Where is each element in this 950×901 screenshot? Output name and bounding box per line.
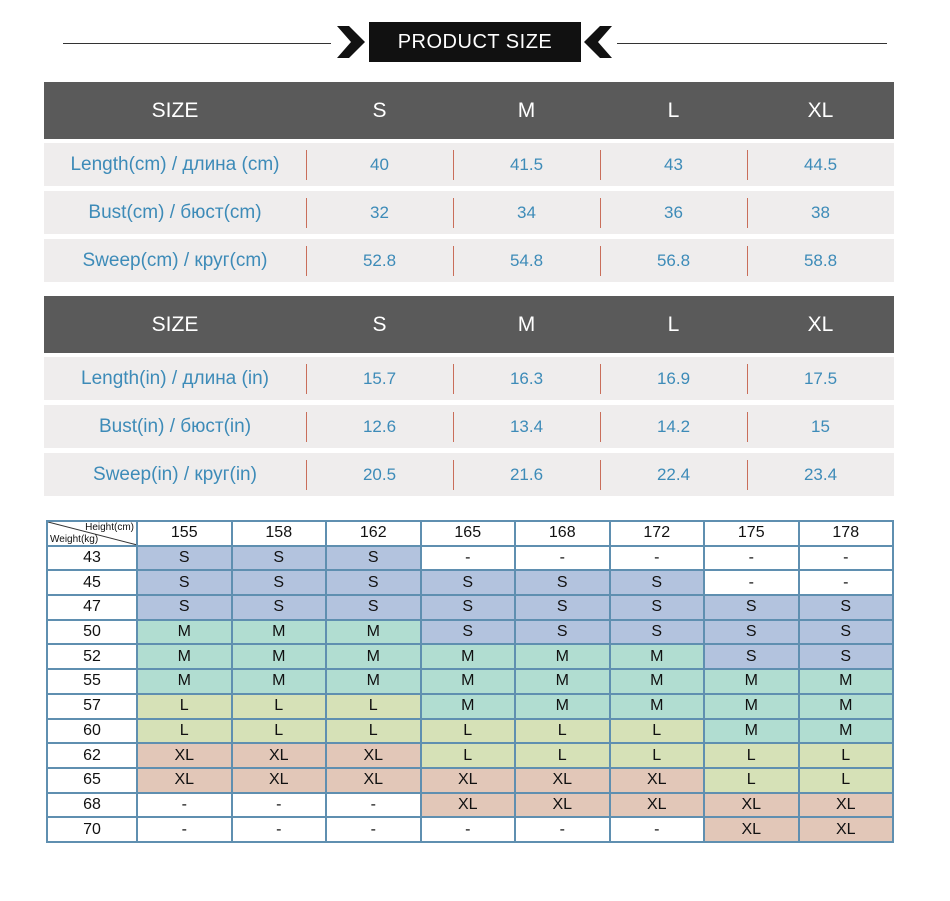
grid-size-cell: M bbox=[137, 669, 232, 694]
row-value: 32 bbox=[306, 191, 453, 234]
grid-size-cell: - bbox=[610, 546, 705, 571]
grid-size-cell: XL bbox=[704, 817, 799, 842]
row-value: 34 bbox=[453, 191, 600, 234]
grid-size-cell: XL bbox=[232, 768, 327, 793]
grid-height-header: 168 bbox=[515, 521, 610, 546]
grid-size-cell: M bbox=[326, 669, 421, 694]
grid-weight-header: 68 bbox=[47, 793, 137, 818]
grid-size-cell: XL bbox=[704, 793, 799, 818]
grid-size-cell: XL bbox=[326, 768, 421, 793]
grid-size-cell: S bbox=[137, 546, 232, 571]
grid-height-header: 155 bbox=[137, 521, 232, 546]
grid-size-cell: XL bbox=[421, 768, 516, 793]
grid-header-row bbox=[47, 521, 893, 546]
grid-size-cell: S bbox=[704, 620, 799, 645]
header-cell: XL bbox=[807, 312, 834, 336]
grid-size-cell: M bbox=[610, 694, 705, 719]
grid-size-cell: - bbox=[704, 570, 799, 595]
grid-size-cell: XL bbox=[515, 793, 610, 818]
grid-size-cell: M bbox=[704, 669, 799, 694]
row-value: 14.2 bbox=[600, 405, 747, 448]
row-value: 41.5 bbox=[453, 143, 600, 186]
page-title: PRODUCT SIZE bbox=[369, 22, 581, 62]
grid-size-cell: XL bbox=[137, 768, 232, 793]
grid-size-cell: L bbox=[137, 719, 232, 744]
grid-size-cell: S bbox=[232, 595, 327, 620]
grid-size-cell: S bbox=[515, 620, 610, 645]
grid-size-cell: M bbox=[799, 669, 894, 694]
grid-height-header: 158 bbox=[232, 521, 327, 546]
row-value: 16.9 bbox=[600, 357, 747, 400]
grid-size-cell: S bbox=[326, 595, 421, 620]
row-label: Length(in) / длина (in) bbox=[81, 367, 269, 389]
row-value: 23.4 bbox=[747, 453, 894, 496]
grid-size-cell: - bbox=[137, 793, 232, 818]
grid-size-cell: M bbox=[704, 694, 799, 719]
grid-size-cell: - bbox=[515, 546, 610, 571]
row-value: 56.8 bbox=[600, 239, 747, 282]
grid-size-cell: XL bbox=[610, 793, 705, 818]
grid-size-cell: L bbox=[610, 719, 705, 744]
grid-size-cell: S bbox=[515, 570, 610, 595]
row-label: Bust(cm) / бюст(cm) bbox=[88, 201, 262, 223]
grid-weight-header: 47 bbox=[47, 595, 137, 620]
grid-size-cell: L bbox=[799, 768, 894, 793]
row-label: Sweep(cm) / круг(cm) bbox=[82, 249, 268, 271]
grid-size-cell: S bbox=[232, 546, 327, 571]
row-value: 40 bbox=[306, 143, 453, 186]
grid-size-cell: M bbox=[232, 644, 327, 669]
table-row bbox=[44, 143, 894, 186]
grid-size-cell: XL bbox=[610, 768, 705, 793]
row-value: 22.4 bbox=[600, 453, 747, 496]
grid-size-cell: - bbox=[137, 817, 232, 842]
table-row bbox=[47, 694, 893, 719]
header-cell: S bbox=[372, 98, 387, 122]
grid-size-cell: XL bbox=[515, 768, 610, 793]
grid-height-header: 178 bbox=[799, 521, 894, 546]
grid-size-cell: L bbox=[232, 719, 327, 744]
grid-size-cell: M bbox=[610, 669, 705, 694]
grid-height-header: 165 bbox=[421, 521, 516, 546]
grid-size-cell: XL bbox=[326, 743, 421, 768]
grid-size-cell: - bbox=[232, 817, 327, 842]
grid-size-cell: S bbox=[799, 644, 894, 669]
grid-size-cell: XL bbox=[799, 793, 894, 818]
grid-size-cell: M bbox=[515, 669, 610, 694]
row-value: 54.8 bbox=[453, 239, 600, 282]
grid-size-cell: L bbox=[515, 743, 610, 768]
grid-weight-header: 70 bbox=[47, 817, 137, 842]
row-value: 36 bbox=[600, 191, 747, 234]
grid-size-cell: M bbox=[799, 719, 894, 744]
table-row bbox=[47, 768, 893, 793]
grid-size-cell: S bbox=[610, 570, 705, 595]
grid-size-cell: S bbox=[232, 570, 327, 595]
header-cell: L bbox=[667, 312, 680, 336]
row-value: 38 bbox=[747, 191, 894, 234]
grid-size-cell: - bbox=[232, 793, 327, 818]
table-row bbox=[44, 453, 894, 496]
row-label: Sweep(in) / круг(in) bbox=[93, 463, 257, 485]
row-label: Bust(in) / бюст(in) bbox=[98, 415, 252, 437]
grid-size-cell: - bbox=[799, 570, 894, 595]
table-row bbox=[47, 793, 893, 818]
header-cell: M bbox=[517, 312, 536, 336]
grid-size-cell: XL bbox=[137, 743, 232, 768]
table-row bbox=[47, 620, 893, 645]
grid-size-cell: M bbox=[326, 644, 421, 669]
header-cell: SIZE bbox=[151, 98, 199, 122]
grid-size-cell: M bbox=[137, 620, 232, 645]
table-row bbox=[47, 669, 893, 694]
size-table-cm bbox=[44, 82, 894, 282]
grid-size-cell: XL bbox=[232, 743, 327, 768]
grid-size-cell: M bbox=[799, 694, 894, 719]
banner-chevron-right-icon bbox=[584, 26, 612, 58]
header-cell: XL bbox=[807, 98, 834, 122]
grid-size-cell: M bbox=[326, 620, 421, 645]
grid-size-cell: - bbox=[799, 546, 894, 571]
grid-size-cell: M bbox=[515, 694, 610, 719]
row-label: Length(cm) / длина (cm) bbox=[70, 153, 280, 175]
grid-size-cell: S bbox=[799, 595, 894, 620]
grid-size-cell: - bbox=[704, 546, 799, 571]
grid-size-cell: - bbox=[326, 817, 421, 842]
row-value: 13.4 bbox=[453, 405, 600, 448]
size-table-in bbox=[44, 296, 894, 496]
row-value: 21.6 bbox=[453, 453, 600, 496]
grid-size-cell: L bbox=[326, 719, 421, 744]
grid-size-cell: M bbox=[232, 620, 327, 645]
header-cell: S bbox=[372, 312, 387, 336]
grid-weight-header: 55 bbox=[47, 669, 137, 694]
grid-corner-cell bbox=[47, 521, 137, 546]
row-value: 43 bbox=[600, 143, 747, 186]
table-row bbox=[47, 546, 893, 571]
grid-weight-header: 52 bbox=[47, 644, 137, 669]
row-value: 15 bbox=[747, 405, 894, 448]
grid-size-cell: S bbox=[799, 620, 894, 645]
size-table-header bbox=[44, 82, 894, 139]
grid-size-cell: S bbox=[704, 595, 799, 620]
height-weight-size-grid bbox=[46, 520, 894, 843]
row-value: 12.6 bbox=[306, 405, 453, 448]
grid-size-cell: - bbox=[421, 817, 516, 842]
corner-weight-label: Weight(kg) bbox=[50, 533, 99, 545]
grid-size-cell: XL bbox=[799, 817, 894, 842]
grid-size-cell: S bbox=[326, 546, 421, 571]
grid-size-cell: S bbox=[421, 595, 516, 620]
grid-size-cell: M bbox=[421, 694, 516, 719]
grid-size-cell: L bbox=[799, 743, 894, 768]
table-row bbox=[47, 719, 893, 744]
grid-weight-header: 65 bbox=[47, 768, 137, 793]
row-value: 15.7 bbox=[306, 357, 453, 400]
header-cell: M bbox=[517, 98, 536, 122]
grid-size-cell: L bbox=[326, 694, 421, 719]
grid-size-cell: L bbox=[232, 694, 327, 719]
grid-weight-header: 60 bbox=[47, 719, 137, 744]
grid-size-cell: S bbox=[610, 595, 705, 620]
table-row bbox=[47, 595, 893, 620]
grid-height-header: 175 bbox=[704, 521, 799, 546]
grid-size-cell: S bbox=[610, 620, 705, 645]
grid-weight-header: 50 bbox=[47, 620, 137, 645]
table-row bbox=[44, 191, 894, 234]
grid-size-cell: S bbox=[704, 644, 799, 669]
grid-size-cell: M bbox=[421, 669, 516, 694]
banner-divider-left bbox=[63, 43, 331, 44]
grid-size-cell: L bbox=[704, 768, 799, 793]
table-row bbox=[44, 405, 894, 448]
grid-weight-header: 43 bbox=[47, 546, 137, 571]
table-row bbox=[47, 644, 893, 669]
size-table-header bbox=[44, 296, 894, 353]
grid-weight-header: 45 bbox=[47, 570, 137, 595]
grid-size-cell: L bbox=[610, 743, 705, 768]
grid-size-cell: S bbox=[326, 570, 421, 595]
grid-size-cell: XL bbox=[421, 793, 516, 818]
grid-size-cell: M bbox=[515, 644, 610, 669]
grid-size-cell: S bbox=[137, 595, 232, 620]
grid-size-cell: L bbox=[704, 743, 799, 768]
grid-size-cell: L bbox=[137, 694, 232, 719]
table-row bbox=[44, 357, 894, 400]
table-row bbox=[44, 239, 894, 282]
row-value: 44.5 bbox=[747, 143, 894, 186]
table-row bbox=[47, 817, 893, 842]
row-value: 20.5 bbox=[306, 453, 453, 496]
grid-size-cell: L bbox=[421, 719, 516, 744]
grid-size-cell: S bbox=[421, 620, 516, 645]
grid-size-cell: - bbox=[610, 817, 705, 842]
header-cell: L bbox=[667, 98, 680, 122]
grid-size-cell: M bbox=[137, 644, 232, 669]
grid-size-cell: M bbox=[421, 644, 516, 669]
grid-size-cell: S bbox=[515, 595, 610, 620]
table-row bbox=[47, 743, 893, 768]
grid-size-cell: S bbox=[421, 570, 516, 595]
grid-weight-header: 62 bbox=[47, 743, 137, 768]
grid-size-cell: - bbox=[515, 817, 610, 842]
grid-size-cell: M bbox=[232, 669, 327, 694]
grid-weight-header: 57 bbox=[47, 694, 137, 719]
banner-divider-right bbox=[617, 43, 887, 44]
header-cell: SIZE bbox=[151, 312, 199, 336]
grid-size-cell: L bbox=[421, 743, 516, 768]
grid-size-cell: L bbox=[515, 719, 610, 744]
grid-size-cell: - bbox=[421, 546, 516, 571]
row-value: 58.8 bbox=[747, 239, 894, 282]
table-row bbox=[47, 570, 893, 595]
row-value: 17.5 bbox=[747, 357, 894, 400]
grid-size-cell: - bbox=[326, 793, 421, 818]
row-value: 16.3 bbox=[453, 357, 600, 400]
grid-size-cell: S bbox=[137, 570, 232, 595]
grid-height-header: 172 bbox=[610, 521, 705, 546]
grid-height-header: 162 bbox=[326, 521, 421, 546]
banner-chevron-left-icon bbox=[337, 26, 365, 58]
grid-size-cell: M bbox=[610, 644, 705, 669]
corner-height-label: Height(cm) bbox=[85, 522, 134, 533]
row-value: 52.8 bbox=[306, 239, 453, 282]
grid-size-cell: M bbox=[704, 719, 799, 744]
